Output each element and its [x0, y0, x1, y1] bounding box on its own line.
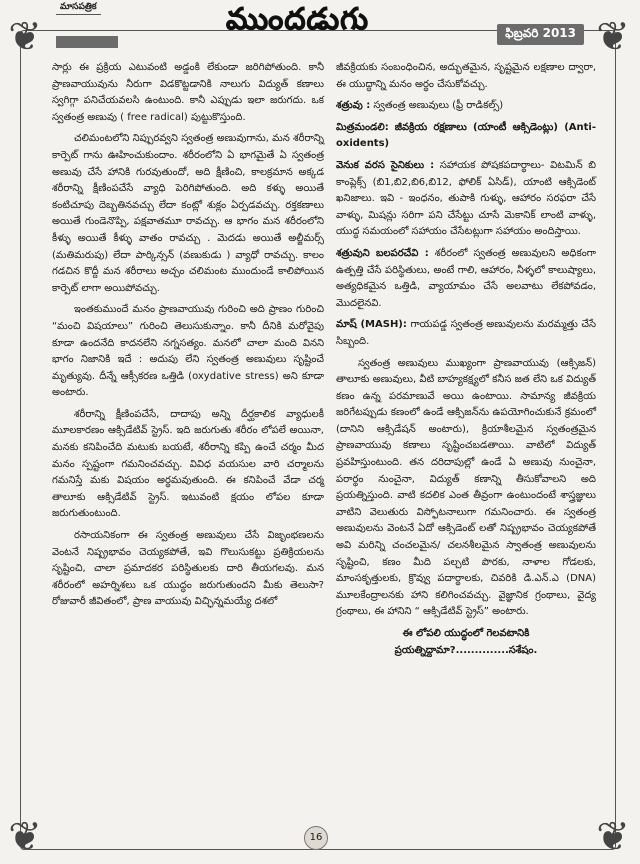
definition-label: శత్రువుని బలపరచేవి : — [336, 247, 429, 259]
definition-army — [336, 158, 596, 241]
definition-ally — [336, 120, 596, 153]
definition-label: మాష్ (MASH): — [336, 319, 407, 331]
definition-enemy — [336, 98, 596, 115]
definition-label: మిత్రమండలి: — [336, 121, 389, 133]
magazine-header — [56, 2, 584, 42]
issue-date: ఫిబ్రవరి 2013 — [497, 24, 584, 45]
definition-text: స్వతంత్ర అణువులు (ఫ్రీ రాడికల్స్) — [373, 100, 504, 112]
left-column — [52, 60, 324, 616]
definition-text: జీవక్రియ రక్షణాలు (యాంటీ ఆక్సిడెంట్లు) (Anti-oxidents) — [336, 121, 596, 150]
right-paragraph: జీవక్రియకు సంబంధించిన, అద్భుతమైన, సృష్టమైన లక్షణాల ద్వారా, ఈ యుద్ధాన్ని మనం అర్థం చేసుకోవచ్చు. — [336, 62, 596, 90]
definition-label: వెనుక వరస సైనికులు : — [336, 159, 435, 171]
page-number: 16 — [304, 826, 328, 850]
left-paragraph: శరీరాన్ని క్షీణింపచేసే, దాదాపు అన్ని దీర్ఘకాలిక వ్యాధులకీ మూలకారణం ఆక్సిడేటివ్ స్ట్రెస్. ఇది జరుగుతు శరీరం లోపలే అయినా, మనకు కనిపించేది మటుకు బయటే, శరీరాన్ని కప్పి ఉంచే చర్మం మీద మనం స్పష్టంగా గమనించవచ్చు. వివిధ వయసుల వారి చర్మాలను గమనిస్తే మకు విషయం అర్థమవుతుంది. ఈ కనిపించే వేడా చర్మ తాలూకు ఆక్సిడేటివ్ స్ట్రెస్. ఇటువంటి క్షయం లోపల కూడా జరుగుతుంటుంది. — [52, 408, 324, 520]
right-column — [336, 60, 596, 664]
magazine-title: ముందడుగు — [226, 2, 369, 37]
ornament-corner-bottom-right: ❦ — [596, 814, 630, 860]
left-paragraph: రసాయనికంగా ఈ స్వతంత్ర అణువులు చేసే విజృంభణలను వెంటనే నిష్ప్రభావం చెయ్యకపోతే, ఇవి గొలుసుకట్టు ప్రతిక్రియలను సృష్టించి, చాలా ప్రమాదకర పరిస్థితులకు దారి తీయగలవు. మన శరీరంలో అహర్నిశలు ఒక యుద్ధం జరుగుతుందని మీకు తెలుసా? రోజువారీ జీవితంలో, ప్రాణ వాయువు విచ్ఛిన్నమయ్యే దశలో — [52, 530, 324, 608]
ornament-corner-top-left: ❦ — [8, 14, 42, 60]
definition-text: సహాయక పోషకపదార్థాలు- విటమిన్ బి కాంప్లెక్స్ (బి1,బి2,బి6,బి12, ఫోలిక్ ఏసిడ్), యాంటి ఆక్సిడెంట్ ఖనిజాలు. ఇవి - ఇంధనం, తుపాకి గుళ్ళు, ఆహారం సరఫరా చేసే వాళ్ళు, మిషన్లు సరిగా పని చేసేట్టు చూసే మెకానిక్ లాంటి వాళ్ళు, యుద్ధ సమయంలో సహాయం చేసేటట్లుగా సహాయం అందిస్తాయి. — [336, 159, 596, 238]
definition-mash — [336, 317, 596, 350]
right-paragraph: స్వతంత్ర అణువులు ముఖ్యంగా ప్రాణవాయువు (ఆక్సిజన్) తాలూకు అణువులు, వీటి బాహ్యకక్ష్యలో కనీస జత లేని ఒక విద్యుత్ కణం ఉన్న పరమాణువే అయి ఉంటాయి. సామాన్య జీవక్రియ జరిగేటప్పుడు కణంలో ఉండే ఆక్సిజన్‌ను ఉపయోగించుకునే క్రమంలో (దానిని ఆక్సిడేషన్ అంటారు), క్రియాశీలమైన స్వతంత్రమైన ప్రాణవాయువు కణాలు సృష్టించబడతాయి. వాటిలో విద్యుత్ ప్రవహిస్తుంటుంది. తన దరిదాపుల్లో ఉండే ఏ అణువు నుంచైనా, పరార్థం నుంచైనా, విద్యుత్ కణాన్ని తీసుకోవాలని అది ప్రయత్నిస్తుంది. వాటి కదలిక ఎంత తీవ్రంగా ఉంటుందంటే శాస్త్రజ్ఞులు వాటిని వెలుతురు విస్ఫోటనాలుగా గమనించారు. ఈ స్వతంత్ర అణువులను వెంటనే ఏదో ఆక్సిడెంట్ లతో నిష్ప్రభావం చెయ్యకపోతే అవి మరిన్ని చంచలమైన/ చలనశీలమైన స్వాతంత్ర అణువులను సృష్టించి, కణం మీది పల్చటి పొరకు, నాళాల గోడలకు, మాంసకృత్తులకు, క్రొవ్వు పదార్థాలకు, చివరికి డి.ఎన్.ఎ (DNA) మూలకేంద్రాలనకు హాని కలిగించవచ్చు. వైజ్ఞానిక గ్రంథాలు, వైద్య గ్రంథాలు, ఈ హానిని “ ఆక్సిడేటివ్ స్ట్రెస్” అంటారు. — [336, 357, 596, 618]
ornament-corner-top-right: ❦ — [596, 14, 630, 60]
left-paragraph: చలిమంటలోని నిప్పురవ్వని స్వతంత్ర అణువుగాను, మన శరీరాన్ని కార్పెట్ గాను ఊహించుకుందాం. శరీరంలోని ఏ భాగమైతే ఏ స్వతంత్ర అణువు చేసే హానికి గురవుతుందో, అది క్షీణించి, కాలక్రమాన అక్కడ శరీరాన్ని క్షీణింపచేసే వ్యాధి పెరిగిపోతుంది. అది కళ్ళు అయితే కంటిచూపు దెబ్బతినవచ్చు లేదా కంట్లో శుక్లం ఏర్పడవచ్చు. రక్తకణాలు అయితే గుండెనొప్పి, పక్షవాతమూ రావచ్చు. ఆ భాగం మన శరీరంలోని కీళ్ళు అయితే కీళ్ళు వాతం రావచ్చు . మెదడు అయితే అల్జీమర్స్ (మతిమరుపు) లేదా పార్కిన్సన్ (వణుకుడు ) వ్యాధో రావచ్చు. కాలం గడచిన కొద్దీ మన శరీరాలు అచ్చం చలిమంట ముందుండే కాలిపోయిన కార్పెట్ లాగా అయిపోవచ్చు. — [52, 133, 324, 294]
closing-line: ఈ లోపలి యుద్ధంలో గెలవటానికి ప్రయత్నిద్దామా?..............సశేషం. — [394, 628, 538, 656]
definition-text: శరీరంలో స్వతంత్ర అణువులని అధికంగా ఉత్పత్తి చేసే పరిస్థితులు, అంటే గాలి, ఆహారం, నీళ్ళలో కాలుష్యాలు, అత్యధికమైన ఒత్తిడి, వ్యాయామం చేసే అలవాటు లేకపోవడం, మొదలైనవి. — [336, 247, 596, 309]
header-strip — [56, 36, 118, 48]
definition-strength — [336, 246, 596, 312]
magazine-tag: మాసపత్రిక — [56, 2, 101, 15]
ornament-corner-bottom-left: ❦ — [8, 814, 42, 860]
definition-label: శత్రువు : — [336, 100, 371, 112]
left-paragraph: ఇంతకుముందే మనం ప్రాణవాయువు గురించి అది ప్రాణం గురించి “మంచి విషయాలు” గురించి తెలుసుకున్నాం. కానీ దీనికి మరోవైపు కూడా ఉందనేది కాదనలేని నగ్నసత్యం. మనలో చాలా మంది వినని భాగం నిజానికి ఇదే : అదుపు లేని స్వతంత్ర అణువులు సృష్టించే మృత్యువు. దీన్నే ఆక్సీకరణ ఒత్తిడి (oxydative stress) అని కూడా అంటారు. — [52, 304, 324, 399]
definition-text: గాయపడ్డ స్వతంత్ర అణువులను మరమ్మత్తు చేసే సిబ్బంది. — [336, 319, 596, 347]
left-paragraph: సార్లు ఈ ప్రక్రియ ఎటువంటి అడ్డంకి లేకుండా జరిగిపోతుంది. కానీ ప్రాణవాయువును నీరుగా విడకొట్టడానికి నాలుగు విద్యుత్ కణాలు స్వగిగ్గా పనిచేయవలసి ఉంటుంది. కానీ ఎప్పుడు ఇలా జరుగదు. ఒక స్వతంత్ర అణువు ( free radical) పుట్టుకొస్తుంది. — [52, 62, 324, 123]
